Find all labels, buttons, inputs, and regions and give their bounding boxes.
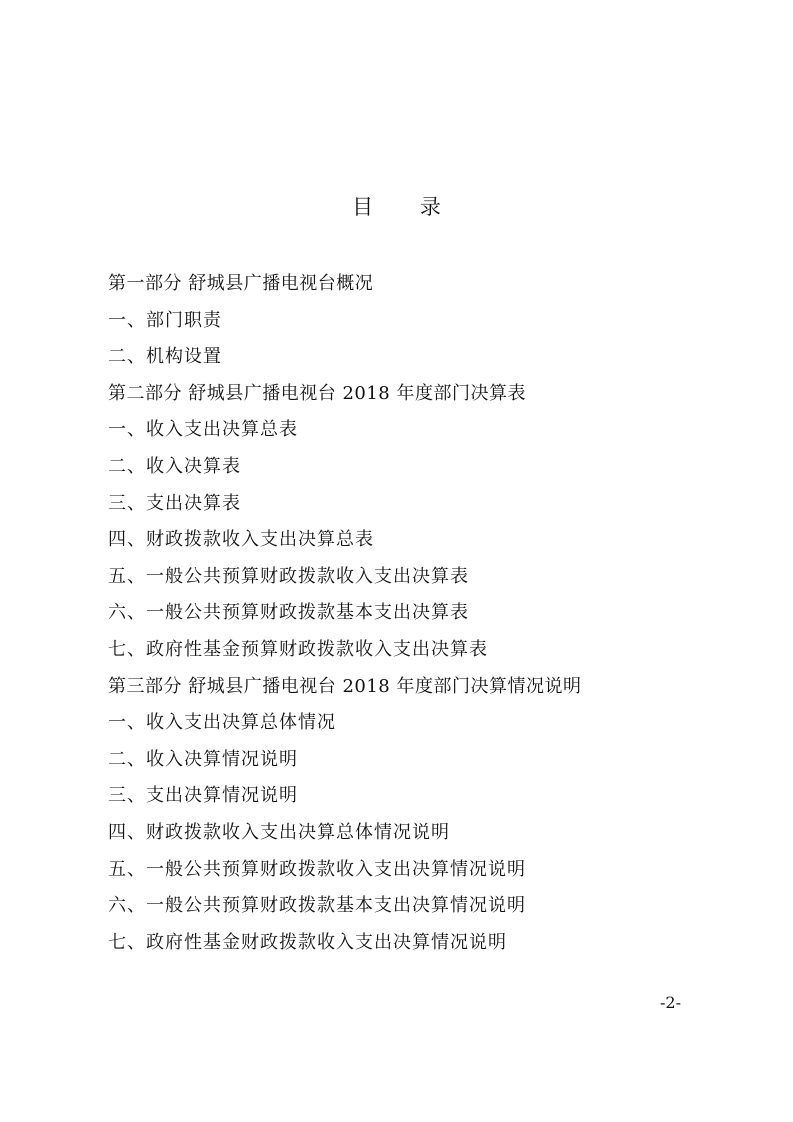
toc-item: 二、机构设置	[108, 346, 222, 368]
toc-item: 五、一般公共预算财政拨款收入支出决算表	[108, 565, 469, 587]
toc-item: 一、收入支出决算总体情况	[108, 712, 336, 734]
toc-item: 一、收入支出决算总表	[108, 419, 298, 441]
toc-item: 四、财政拨款收入支出决算总体情况说明	[108, 821, 450, 843]
toc-item: 七、政府性基金财政拨款收入支出决算情况说明	[108, 931, 507, 953]
toc-item: 四、财政拨款收入支出决算总表	[108, 529, 374, 551]
toc-item: 一、部门职责	[108, 309, 222, 331]
toc-part-1: 第一部分 舒城县广播电视台概况	[108, 273, 374, 294]
page-title: 目 录	[352, 195, 461, 219]
toc-item: 七、政府性基金预算财政拨款收入支出决算表	[108, 638, 488, 660]
toc-item: 二、收入决算表	[108, 455, 241, 477]
table-of-contents	[108, 266, 748, 961]
toc-item: 六、一般公共预算财政拨款基本支出决算情况说明	[108, 895, 526, 917]
toc-item: 二、收入决算情况说明	[108, 748, 298, 770]
toc-item: 五、一般公共预算财政拨款收入支出决算情况说明	[108, 858, 526, 880]
toc-item: 六、一般公共预算财政拨款基本支出决算表	[108, 602, 469, 624]
page-number: -2-	[660, 993, 681, 1012]
toc-part-2: 第二部分 舒城县广播电视台 2018 年度部门决算表	[108, 382, 526, 404]
toc-item: 三、支出决算表	[108, 492, 241, 514]
toc-part-3: 第三部分 舒城县广播电视台 2018 年度部门决算情况说明	[108, 675, 582, 697]
toc-item: 三、支出决算情况说明	[108, 785, 298, 807]
